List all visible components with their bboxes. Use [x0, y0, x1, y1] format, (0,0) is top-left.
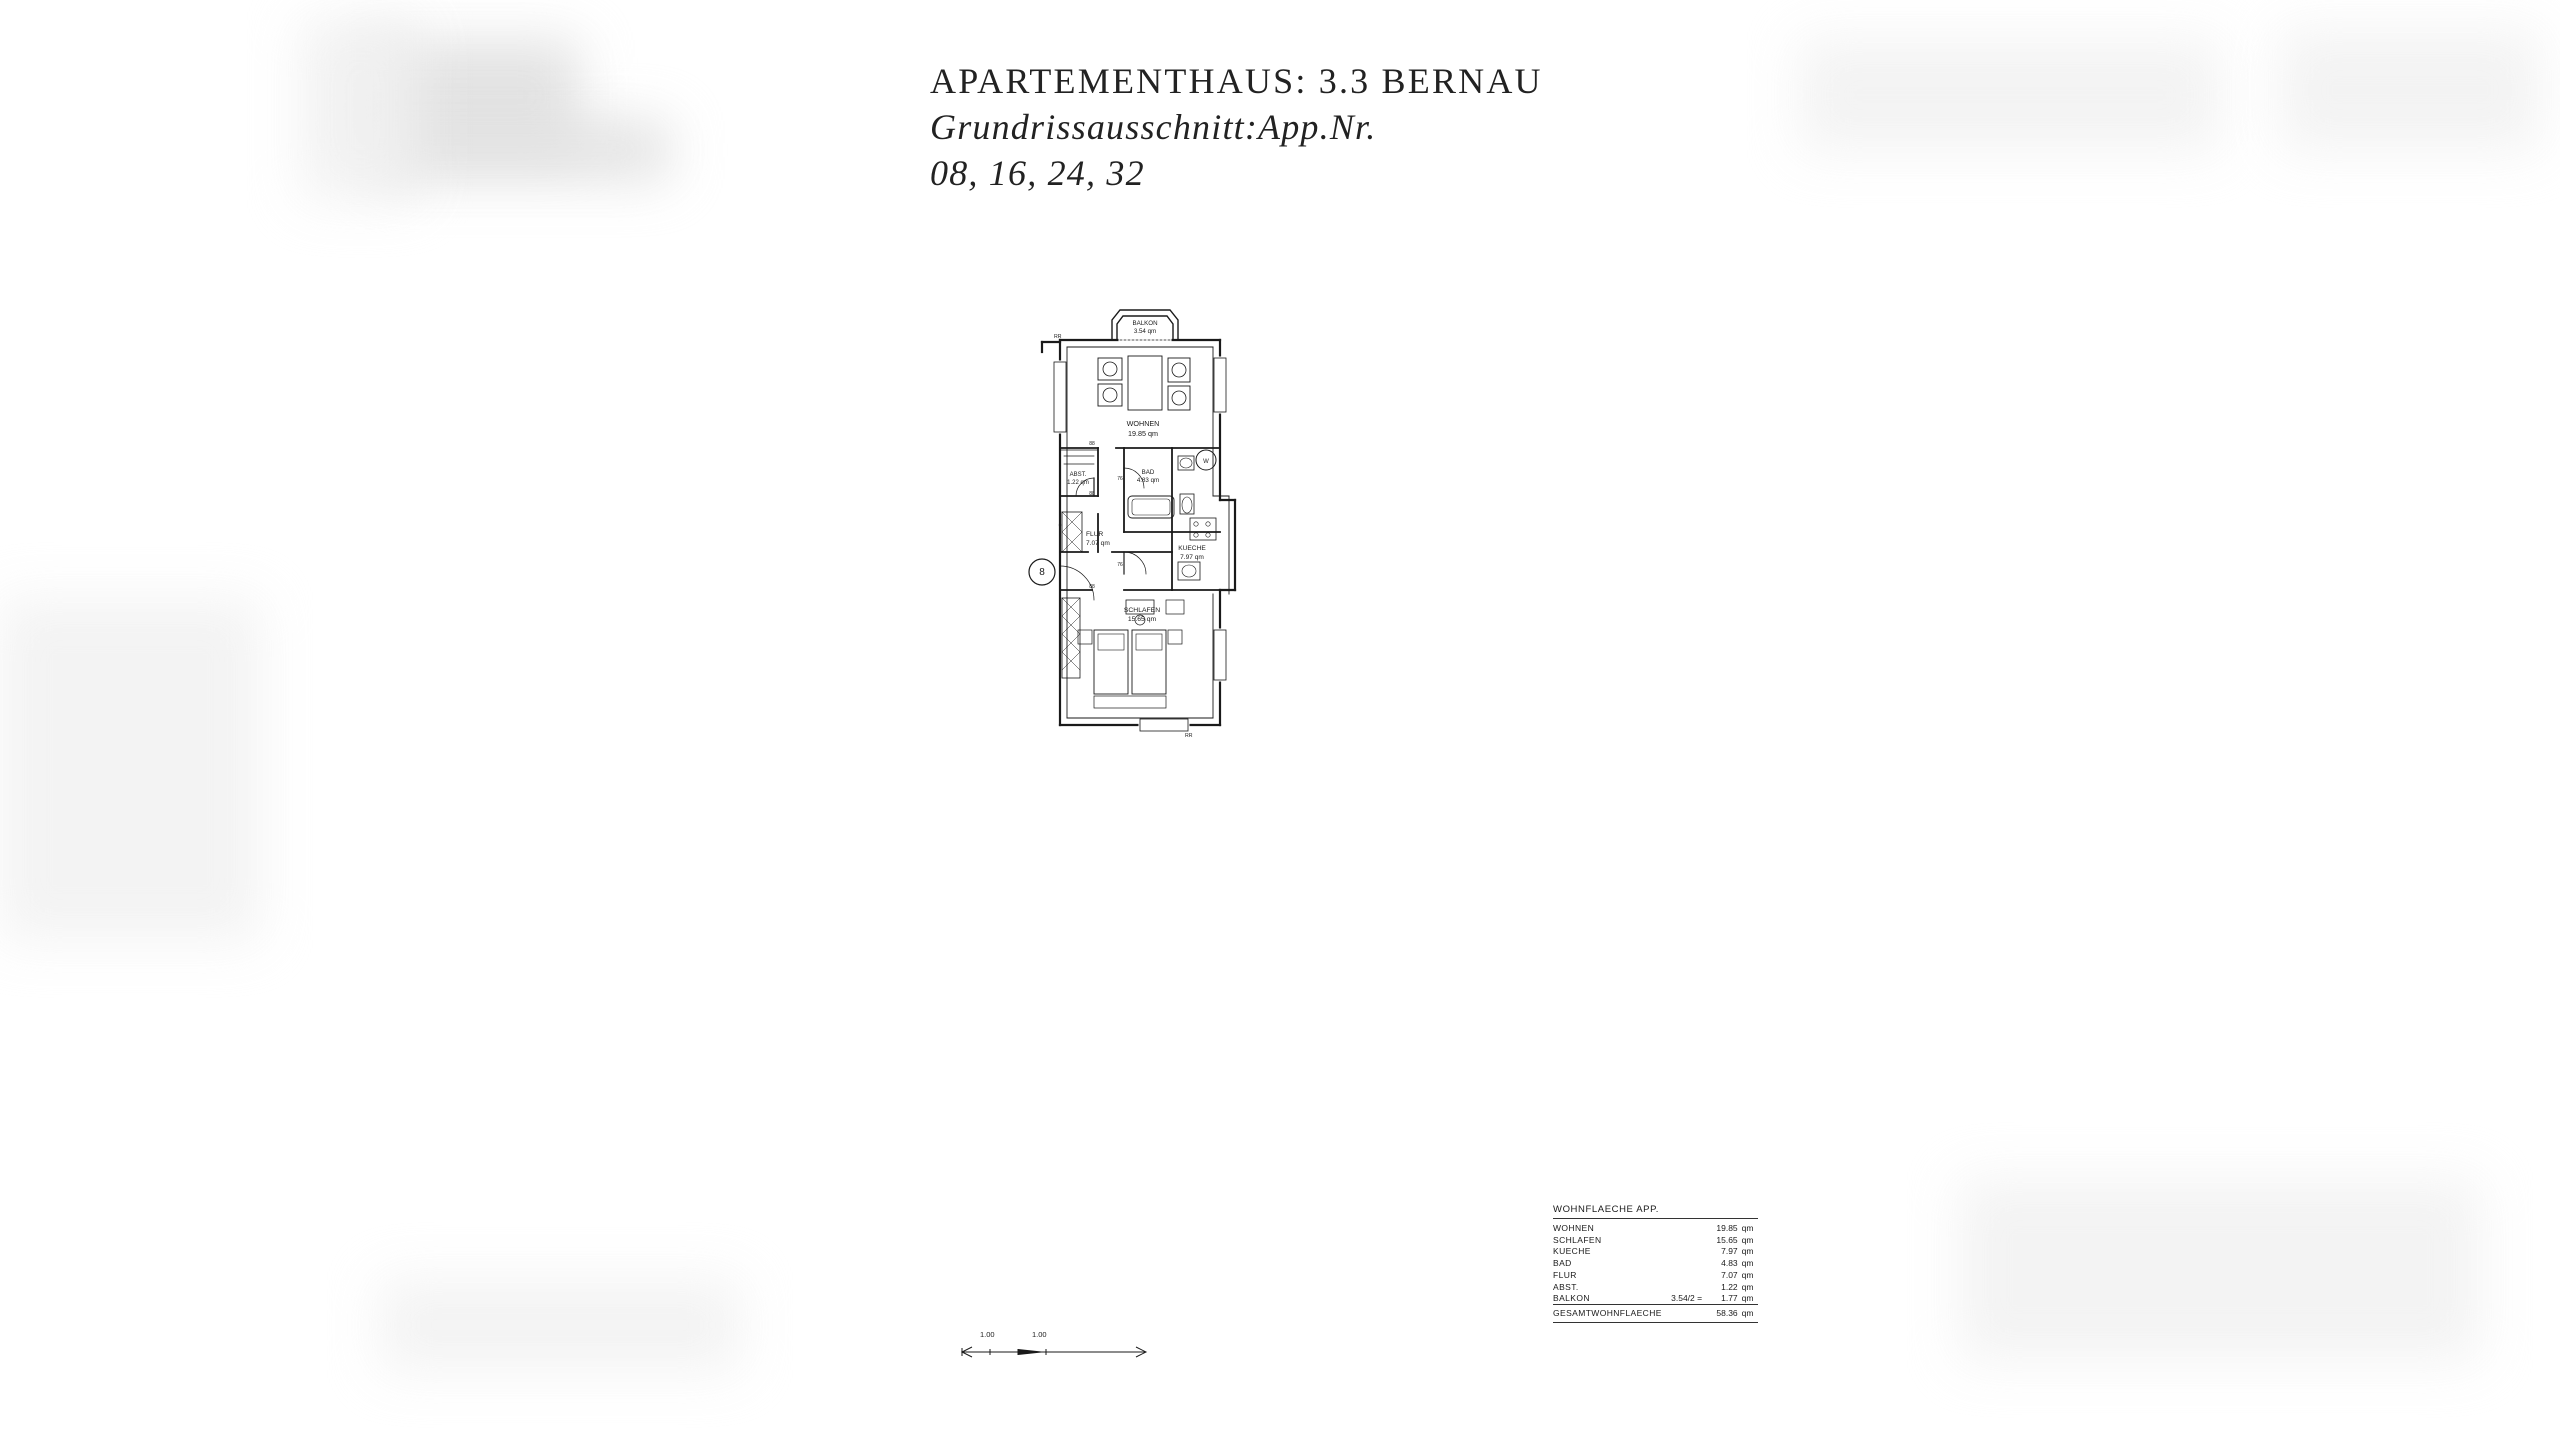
area-legend	[1553, 1205, 1763, 1323]
title-line-3: 08, 16, 24, 32	[930, 153, 1145, 194]
legend-row-unit: qm	[1741, 1246, 1754, 1257]
scale-tick-label: 1.00	[980, 1330, 995, 1339]
background-artifact	[1800, 40, 2220, 150]
table-row-total	[1553, 1305, 1758, 1320]
area-legend-title: WOHNFLAECHE APP.	[1553, 1205, 1758, 1219]
legend-row-extra	[1662, 1234, 1708, 1246]
drawing-title-block	[930, 58, 1710, 196]
legend-row-value: 19.85	[1716, 1223, 1738, 1234]
background-artifact	[0, 600, 260, 940]
door-width-label: 76	[1117, 476, 1123, 482]
room-label-flur-name: FLUR	[1086, 531, 1104, 538]
legend-row-value: 15.65	[1716, 1234, 1738, 1245]
legend-row-name: FLUR	[1553, 1269, 1577, 1280]
legend-row-name: BAD	[1553, 1258, 1572, 1269]
legend-row-extra	[1662, 1281, 1708, 1293]
legend-row-extra	[1662, 1246, 1708, 1258]
legend-row-name: SCHLAFEN	[1553, 1234, 1602, 1245]
room-label-schlafen-area: 15.65 qm	[1127, 616, 1157, 623]
legend-row-unit: qm	[1741, 1258, 1754, 1269]
legend-row-value: 7.07	[1721, 1269, 1738, 1280]
legend-row-extra	[1662, 1258, 1708, 1270]
table-row	[1553, 1293, 1758, 1305]
legend-bottom-rule	[1553, 1322, 1758, 1323]
legend-row-extra	[1662, 1223, 1708, 1235]
room-flur	[1029, 512, 1094, 600]
legend-total-name: GESAMTWOHNFLAECHE	[1553, 1305, 1662, 1320]
room-label-bad-name: BAD	[1141, 469, 1155, 476]
room-label-abst-area: 1.22 qm	[1067, 480, 1089, 486]
room-label-balkon-name: BALKON	[1132, 320, 1158, 327]
room-label-wohnen-area: 19.85 qm	[1128, 429, 1158, 438]
legend-row-value: 7.97	[1721, 1246, 1738, 1257]
title-line-2: Grundrissausschnitt:App.Nr.	[930, 107, 1377, 148]
background-artifact	[2280, 30, 2540, 150]
annotation-rr-top: RR	[1054, 334, 1062, 340]
scale-bar	[960, 1330, 1150, 1370]
legend-row-name: BALKON	[1553, 1293, 1590, 1304]
door-width-label: 88	[1089, 441, 1095, 447]
background-artifact	[300, 20, 420, 200]
room-label-schlafen-name: SCHLAFEN	[1123, 607, 1161, 614]
legend-row-unit: qm	[1741, 1234, 1754, 1245]
legend-row-unit: qm	[1741, 1281, 1754, 1292]
room-label-bad-area: 4.83 qm	[1136, 477, 1160, 484]
background-artifact	[380, 1280, 740, 1370]
room-label-balkon-area: 3.54 qm	[1133, 328, 1157, 335]
door-width-label: 88	[1089, 584, 1095, 590]
room-label-kueche-area: 7.97 qm	[1180, 554, 1204, 561]
legend-total-unit: qm	[1738, 1305, 1758, 1320]
table-row	[1553, 1223, 1758, 1235]
floor-plan-drawing	[1020, 300, 1440, 780]
legend-row-unit: qm	[1741, 1223, 1754, 1234]
room-label-flur-area: 7.07 qm	[1086, 540, 1110, 547]
legend-row-unit: qm	[1741, 1293, 1754, 1304]
legend-row-value: 1.77	[1721, 1293, 1738, 1304]
table-row	[1553, 1269, 1758, 1281]
legend-total-value: 58.36	[1708, 1305, 1738, 1320]
table-row	[1553, 1281, 1758, 1293]
apartment-number-marker: 8	[1039, 567, 1045, 578]
room-label-abst-name: ABST.	[1069, 472, 1087, 478]
washing-machine-icon: W	[1203, 459, 1209, 465]
door-width-label: 76	[1117, 562, 1123, 568]
scale-tick-label: 1.00	[1032, 1330, 1047, 1339]
legend-row-extra: 3.54/2 =	[1671, 1293, 1703, 1304]
table-row	[1553, 1234, 1758, 1246]
legend-row-value: 1.22	[1721, 1281, 1738, 1292]
room-label-kueche-name: KUECHE	[1178, 545, 1206, 552]
legend-row-extra	[1662, 1269, 1708, 1281]
table-row	[1553, 1246, 1758, 1258]
table-row	[1553, 1258, 1758, 1270]
annotation-rr-bottom: RR	[1185, 733, 1193, 739]
legend-row-name: ABST.	[1553, 1281, 1579, 1292]
area-legend-table	[1553, 1223, 1758, 1320]
room-label-wohnen-name: WOHNEN	[1126, 419, 1160, 428]
legend-row-name: WOHNEN	[1553, 1223, 1595, 1234]
interior-walls	[1060, 448, 1220, 590]
title-line-1: APARTEMENTHAUS: 3.3 BERNAU	[930, 61, 1543, 101]
legend-row-value: 4.83	[1721, 1258, 1738, 1269]
legend-row-name: KUECHE	[1553, 1246, 1591, 1257]
legend-row-unit: qm	[1741, 1269, 1754, 1280]
background-artifact	[1960, 1180, 2480, 1360]
door-width-label: 88	[1089, 491, 1095, 497]
